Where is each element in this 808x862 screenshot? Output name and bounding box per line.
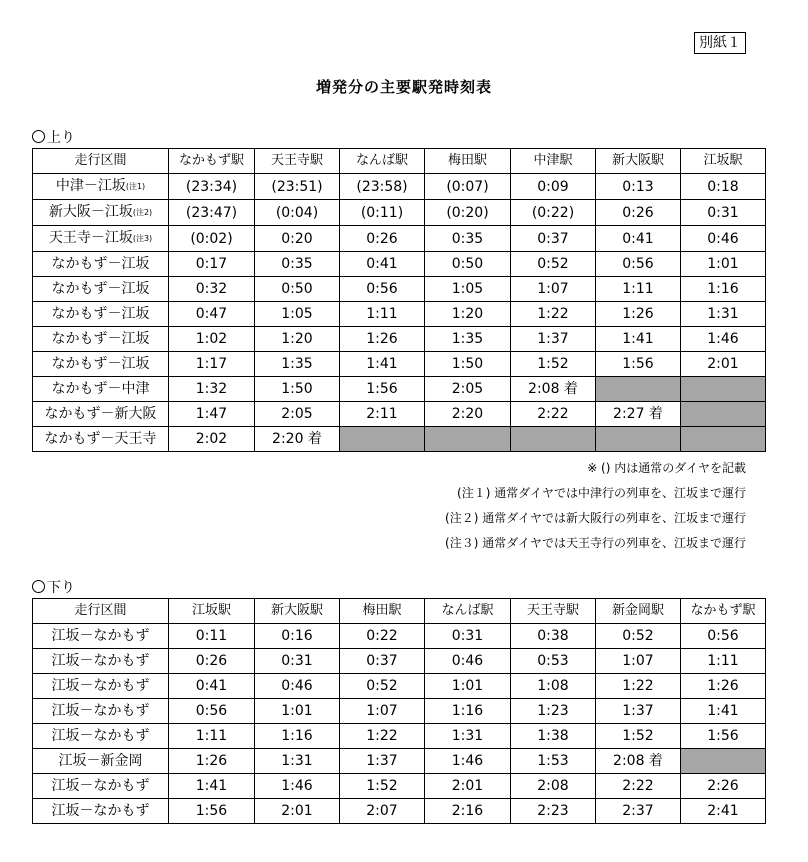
column-header: なかもず駅	[169, 149, 255, 174]
section-text: なかもず－天王寺	[44, 431, 157, 447]
time-cell: 0:35	[255, 252, 340, 277]
time-cell: 1:32	[169, 377, 255, 402]
column-header: 梅田駅	[340, 599, 425, 624]
time-cell: 1:53	[511, 749, 596, 774]
note-mark: (注1)	[125, 182, 146, 191]
time-cell: 0:31	[681, 200, 766, 226]
section-cell	[33, 749, 169, 774]
table-row	[33, 252, 766, 277]
time-cell: (0:11)	[340, 200, 425, 226]
section-text: なかもず－新大阪	[44, 406, 157, 422]
column-header: 走行区間	[33, 149, 169, 174]
time-cell: 2:20	[425, 402, 511, 427]
time-cell: 0:52	[596, 624, 681, 649]
time-cell: 1:05	[255, 302, 340, 327]
time-cell: 2:08	[511, 774, 596, 799]
time-cell: 0:38	[511, 624, 596, 649]
table-row	[33, 174, 766, 200]
time-cell: 1:23	[511, 699, 596, 724]
section-text: 江坂－なかもず	[51, 803, 150, 819]
time-cell: 1:01	[681, 252, 766, 277]
notes	[445, 456, 746, 556]
table-row	[33, 327, 766, 352]
table-row	[33, 724, 766, 749]
time-cell: 1:46	[425, 749, 511, 774]
time-cell: (23:51)	[255, 174, 340, 200]
empty-shaded-cell	[681, 377, 766, 402]
time-cell: 2:16	[425, 799, 511, 824]
table-row	[33, 302, 766, 327]
time-cell: 1:47	[169, 402, 255, 427]
table-row	[33, 200, 766, 226]
time-cell: 2:37	[596, 799, 681, 824]
page-title: 増発分の主要駅発時刻表	[315, 78, 492, 96]
time-cell: 1:07	[511, 277, 596, 302]
note-line: ※ () 内は通常のダイヤを記載	[587, 461, 746, 475]
time-cell: 1:05	[425, 277, 511, 302]
time-cell: (0:04)	[255, 200, 340, 226]
section-text: なかもず－江坂	[51, 256, 150, 272]
time-cell: 0:41	[596, 226, 681, 252]
time-cell: 1:37	[596, 699, 681, 724]
time-cell: 2:22	[511, 402, 596, 427]
time-cell: 2:20 着	[255, 427, 340, 452]
time-cell: 1:26	[681, 674, 766, 699]
table-row	[33, 427, 766, 452]
section-cell	[33, 226, 169, 252]
empty-shaded-cell	[681, 402, 766, 427]
time-cell: 1:50	[425, 352, 511, 377]
time-cell: 0:50	[425, 252, 511, 277]
time-cell: 2:41	[681, 799, 766, 824]
time-cell: 1:22	[340, 724, 425, 749]
time-cell: 0:31	[425, 624, 511, 649]
time-cell: 0:52	[340, 674, 425, 699]
section-text: なかもず－江坂	[51, 281, 150, 297]
time-cell: 2:11	[340, 402, 425, 427]
table-row	[33, 226, 766, 252]
time-cell: 0:22	[340, 624, 425, 649]
time-cell: 1:22	[511, 302, 596, 327]
table-row	[33, 699, 766, 724]
empty-shaded-cell	[596, 427, 681, 452]
time-cell: (0:20)	[425, 200, 511, 226]
time-cell: 1:31	[255, 749, 340, 774]
time-cell: 1:46	[681, 327, 766, 352]
section-text: 江坂－なかもず	[51, 703, 150, 719]
up-section-label	[32, 127, 75, 147]
time-cell: 0:46	[681, 226, 766, 252]
time-cell: 1:37	[340, 749, 425, 774]
table-row	[33, 402, 766, 427]
time-cell: 1:50	[255, 377, 340, 402]
time-cell: 1:11	[169, 724, 255, 749]
down-timetable	[32, 598, 766, 824]
time-cell: 1:41	[169, 774, 255, 799]
circle-mark	[32, 130, 45, 143]
time-cell: 2:07	[340, 799, 425, 824]
section-text: 中津－江坂	[55, 178, 126, 194]
column-header: 中津駅	[511, 149, 596, 174]
column-header: なんば駅	[340, 149, 425, 174]
section-cell	[33, 327, 169, 352]
time-cell: (0:22)	[511, 200, 596, 226]
time-cell: 0:46	[255, 674, 340, 699]
time-cell: 0:52	[511, 252, 596, 277]
note-line: (注３) 通常ダイヤでは天王寺行の列車を、江坂まで運行	[445, 536, 746, 550]
section-cell	[33, 174, 169, 200]
section-text: 江坂－なかもず	[51, 728, 150, 744]
time-cell: 0:26	[596, 200, 681, 226]
time-cell: (23:58)	[340, 174, 425, 200]
time-cell: 0:46	[425, 649, 511, 674]
empty-shaded-cell	[681, 427, 766, 452]
time-cell: 0:56	[169, 699, 255, 724]
table-row	[33, 799, 766, 824]
section-cell	[33, 252, 169, 277]
time-cell: (0:02)	[169, 226, 255, 252]
column-header: 江坂駅	[681, 149, 766, 174]
time-cell: 1:37	[511, 327, 596, 352]
note-line: (注１) 通常ダイヤでは中津行の列車を、江坂まで運行	[457, 486, 746, 500]
attachment-label: 別紙１	[694, 32, 746, 54]
time-cell: 1:11	[596, 277, 681, 302]
table-row	[33, 649, 766, 674]
table-row	[33, 674, 766, 699]
empty-shaded-cell	[681, 749, 766, 774]
section-text: 江坂－なかもず	[51, 778, 150, 794]
section-cell	[33, 352, 169, 377]
note-mark: (注2)	[132, 208, 153, 217]
time-cell: (23:47)	[169, 200, 255, 226]
time-cell: 0:32	[169, 277, 255, 302]
section-cell	[33, 674, 169, 699]
down-header-row	[33, 599, 766, 624]
time-cell: 0:50	[255, 277, 340, 302]
time-cell: 1:31	[681, 302, 766, 327]
time-cell: 1:02	[169, 327, 255, 352]
time-cell: (0:07)	[425, 174, 511, 200]
table-row	[33, 377, 766, 402]
section-cell	[33, 377, 169, 402]
section-text: 江坂－なかもず	[51, 628, 150, 644]
note-line: (注２) 通常ダイヤでは新大阪行の列車を、江坂まで運行	[445, 511, 746, 525]
section-text: なかもず－中津	[51, 381, 150, 397]
time-cell: 0:56	[681, 624, 766, 649]
empty-shaded-cell	[425, 427, 511, 452]
time-cell: 0:41	[340, 252, 425, 277]
section-cell	[33, 799, 169, 824]
time-cell: 0:16	[255, 624, 340, 649]
up-label-text: 上り	[47, 130, 75, 146]
time-cell: 0:26	[169, 649, 255, 674]
time-cell: (23:34)	[169, 174, 255, 200]
time-cell: 0:11	[169, 624, 255, 649]
section-cell	[33, 649, 169, 674]
time-cell: 0:26	[340, 226, 425, 252]
time-cell: 0:41	[169, 674, 255, 699]
time-cell: 1:16	[255, 724, 340, 749]
time-cell: 1:11	[340, 302, 425, 327]
time-cell: 1:41	[596, 327, 681, 352]
section-cell	[33, 402, 169, 427]
empty-shaded-cell	[511, 427, 596, 452]
time-cell: 0:37	[511, 226, 596, 252]
section-text: 新大阪－江坂	[48, 204, 133, 220]
column-header: なかもず駅	[681, 599, 766, 624]
time-cell: 1:26	[169, 749, 255, 774]
time-cell: 1:56	[596, 352, 681, 377]
section-text: なかもず－江坂	[51, 331, 150, 347]
time-cell: 2:08 着	[511, 377, 596, 402]
section-cell	[33, 724, 169, 749]
table-row	[33, 624, 766, 649]
time-cell: 1:01	[425, 674, 511, 699]
time-cell: 2:27 着	[596, 402, 681, 427]
time-cell: 1:16	[425, 699, 511, 724]
time-cell: 1:46	[255, 774, 340, 799]
time-cell: 1:52	[511, 352, 596, 377]
column-header: 天王寺駅	[255, 149, 340, 174]
column-header: なんば駅	[425, 599, 511, 624]
section-cell	[33, 277, 169, 302]
time-cell: 1:17	[169, 352, 255, 377]
section-cell	[33, 427, 169, 452]
column-header: 梅田駅	[425, 149, 511, 174]
section-cell	[33, 302, 169, 327]
column-header: 江坂駅	[169, 599, 255, 624]
time-cell: 1:35	[425, 327, 511, 352]
note-mark: (注3)	[132, 234, 153, 243]
empty-shaded-cell	[596, 377, 681, 402]
time-cell: 2:08 着	[596, 749, 681, 774]
time-cell: 0:53	[511, 649, 596, 674]
time-cell: 2:22	[596, 774, 681, 799]
time-cell: 0:56	[596, 252, 681, 277]
time-cell: 1:31	[425, 724, 511, 749]
time-cell: 0:47	[169, 302, 255, 327]
time-cell: 1:56	[681, 724, 766, 749]
time-cell: 1:16	[681, 277, 766, 302]
time-cell: 0:31	[255, 649, 340, 674]
time-cell: 1:20	[255, 327, 340, 352]
time-cell: 2:23	[511, 799, 596, 824]
time-cell: 0:37	[340, 649, 425, 674]
column-header: 新大阪駅	[255, 599, 340, 624]
time-cell: 0:18	[681, 174, 766, 200]
circle-mark	[32, 580, 45, 593]
down-label-text: 下り	[47, 580, 75, 596]
table-row	[33, 749, 766, 774]
table-row	[33, 352, 766, 377]
section-text: 天王寺－江坂	[48, 230, 133, 246]
column-header: 新金岡駅	[596, 599, 681, 624]
table-row	[33, 277, 766, 302]
column-header: 新大阪駅	[596, 149, 681, 174]
section-cell	[33, 200, 169, 226]
time-cell: 2:01	[681, 352, 766, 377]
up-timetable	[32, 148, 766, 452]
time-cell: 1:26	[596, 302, 681, 327]
time-cell: 1:52	[596, 724, 681, 749]
section-cell	[33, 774, 169, 799]
time-cell: 1:11	[681, 649, 766, 674]
table-row	[33, 774, 766, 799]
time-cell: 2:01	[425, 774, 511, 799]
time-cell: 1:07	[596, 649, 681, 674]
time-cell: 0:09	[511, 174, 596, 200]
time-cell: 1:56	[169, 799, 255, 824]
time-cell: 1:41	[340, 352, 425, 377]
time-cell: 1:52	[340, 774, 425, 799]
time-cell: 0:17	[169, 252, 255, 277]
section-text: 江坂－なかもず	[51, 678, 150, 694]
section-text: 江坂－新金岡	[58, 753, 143, 769]
time-cell: 1:07	[340, 699, 425, 724]
time-cell: 1:41	[681, 699, 766, 724]
time-cell: 1:26	[340, 327, 425, 352]
time-cell: 1:35	[255, 352, 340, 377]
empty-shaded-cell	[340, 427, 425, 452]
column-header: 天王寺駅	[511, 599, 596, 624]
time-cell: 1:56	[340, 377, 425, 402]
section-cell	[33, 699, 169, 724]
time-cell: 1:22	[596, 674, 681, 699]
section-text: なかもず－江坂	[51, 356, 150, 372]
time-cell: 0:56	[340, 277, 425, 302]
time-cell: 1:01	[255, 699, 340, 724]
up-header-row	[33, 149, 766, 174]
section-text: 江坂－なかもず	[51, 653, 150, 669]
time-cell: 2:26	[681, 774, 766, 799]
section-text: なかもず－江坂	[51, 306, 150, 322]
column-header: 走行区間	[33, 599, 169, 624]
time-cell: 1:38	[511, 724, 596, 749]
time-cell: 1:20	[425, 302, 511, 327]
section-cell	[33, 624, 169, 649]
time-cell: 2:05	[425, 377, 511, 402]
down-section-label	[32, 577, 75, 597]
time-cell: 2:01	[255, 799, 340, 824]
time-cell: 2:05	[255, 402, 340, 427]
time-cell: 2:02	[169, 427, 255, 452]
time-cell: 0:35	[425, 226, 511, 252]
time-cell: 0:13	[596, 174, 681, 200]
time-cell: 1:08	[511, 674, 596, 699]
time-cell: 0:20	[255, 226, 340, 252]
